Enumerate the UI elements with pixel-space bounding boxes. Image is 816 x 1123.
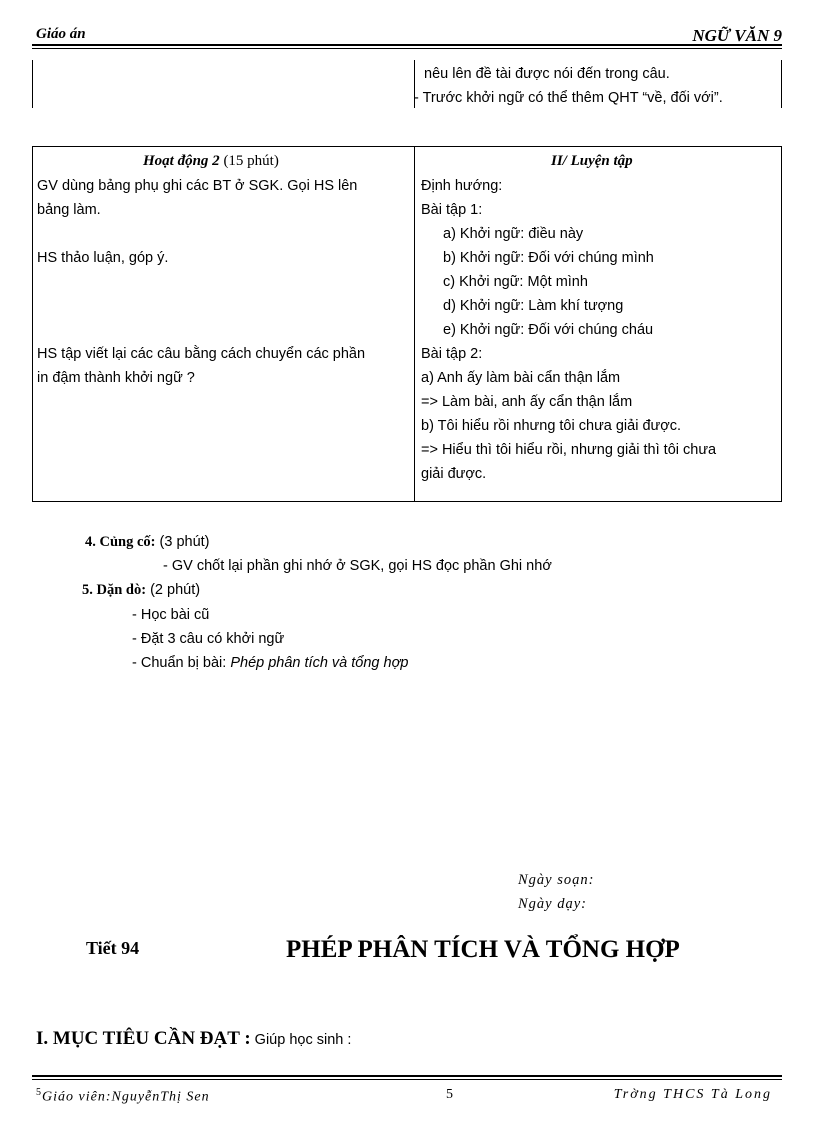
objective-line xyxy=(36,1028,351,1050)
main-table-mid-border xyxy=(414,146,415,502)
homework-label: . Dặn dò: xyxy=(89,582,147,598)
right-line-13: giải được. xyxy=(421,466,487,482)
homework-item-2: - Đặt 3 câu có khởi ngữ xyxy=(132,631,285,647)
activity-header-bold: Hoạt động 2 xyxy=(143,153,220,169)
objective-heading: I. MỤC TIÊU CẦN ĐẠT : xyxy=(36,1028,251,1049)
homework-prepare-title: Phép phân tích và tổng hợp xyxy=(230,655,409,671)
right-line-11: b) Tôi hiểu rồi nhưng tôi chưa giải được. xyxy=(421,418,682,434)
right-line-5: c) Khởi ngữ: Một mình xyxy=(443,274,588,290)
footer-teacher xyxy=(36,1087,210,1106)
lesson-number: Tiết 94 xyxy=(86,938,140,958)
practice-header: II/ Luyện tập xyxy=(551,153,633,169)
homework-item-3 xyxy=(132,651,408,675)
right-line-1: Định hướng: xyxy=(421,178,503,194)
left-line-5: in đậm thành khởi ngữ ? xyxy=(37,370,195,386)
objective-text: Giúp học sinh : xyxy=(250,1032,352,1048)
consolidate-number: 4 xyxy=(85,534,93,550)
right-line-8: Bài tập 2: xyxy=(421,346,483,362)
left-line-2: bảng làm. xyxy=(37,202,101,218)
date-composed: Ngày soạn: xyxy=(518,872,595,888)
consolidate-item: - GV chốt lại phần ghi nhớ ở SGK, gọi HS đọc phần Ghi nhớ xyxy=(163,558,552,574)
homework-prepare-prefix: - Chuẩn bị bài: xyxy=(132,655,231,671)
right-line-6: d) Khởi ngữ: Làm khí tượng xyxy=(443,298,624,314)
right-line-12: => Hiểu thì tôi hiểu rồi, nhưng giải thì tôi chưa xyxy=(421,442,717,458)
header-left-label: Giáo án xyxy=(36,26,86,42)
lesson-title: PHÉP PHÂN TÍCH VÀ TỔNG HỢP xyxy=(286,936,680,963)
main-table-bottom-border xyxy=(32,501,782,502)
footer-school: Trờng THCS Tà Long xyxy=(613,1087,772,1102)
left-line-4: HS tập viết lại các câu bằng cách chuyển các phần xyxy=(37,346,366,362)
right-line-10: => Làm bài, anh ấy cẩn thận lắm xyxy=(421,394,633,410)
header-rule-thin xyxy=(32,48,782,49)
top-table-right-border xyxy=(781,60,782,108)
top-table-line-2: - Trước khởi ngữ có thể thêm QHT “về, đối với”. xyxy=(414,90,723,106)
top-table-line-1: nêu lên đề tài được nói đến trong câu. xyxy=(424,66,670,82)
main-table-top-border xyxy=(32,146,782,147)
homework-item-1: - Học bài cũ xyxy=(132,607,210,623)
homework-heading xyxy=(82,578,200,602)
right-line-4: b) Khởi ngữ: Đối với chúng mình xyxy=(443,250,654,266)
header-rule xyxy=(32,44,782,46)
homework-time: (2 phút) xyxy=(146,582,201,598)
footer-teacher-name: Giáo viên:NguyễnThị Sen xyxy=(42,1089,210,1105)
activity-header-time: (15 phút) xyxy=(219,153,279,169)
top-table-left-border xyxy=(32,60,33,108)
right-line-7: e) Khởi ngữ: Đối với chúng cháu xyxy=(443,322,654,338)
main-table-right-border xyxy=(781,146,782,502)
footer-teacher-sup: 5 xyxy=(36,1087,42,1098)
date-taught: Ngày dạy: xyxy=(518,896,587,912)
footer-rule-thin xyxy=(32,1079,782,1080)
consolidate-label: . Củng cố: xyxy=(92,534,156,550)
right-line-3: a) Khởi ngữ: điều này xyxy=(443,226,584,242)
main-table-left-border xyxy=(32,146,33,502)
right-line-9: a) Anh ấy làm bài cẩn thận lắm xyxy=(421,370,621,386)
activity-header xyxy=(143,149,279,173)
footer-rule xyxy=(32,1075,782,1077)
header-right-subject: NGỮ VĂN 9 xyxy=(692,26,782,45)
consolidate-heading xyxy=(85,530,210,554)
right-line-2: Bài tập 1: xyxy=(421,202,483,218)
left-line-1: GV dùng bảng phụ ghi các BT ở SGK. Gọi HS lên xyxy=(37,178,358,194)
left-line-3: HS thảo luận, góp ý. xyxy=(37,250,169,266)
consolidate-time: (3 phút) xyxy=(155,534,210,550)
footer-page-number: 5 xyxy=(446,1087,454,1102)
homework-number: 5 xyxy=(82,582,90,598)
